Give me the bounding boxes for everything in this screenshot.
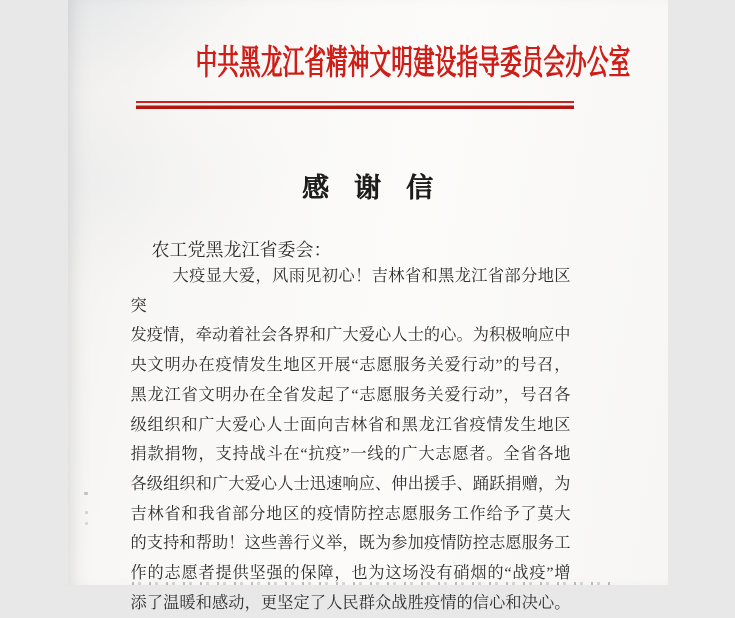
scanned-letter-page	[68, 0, 668, 612]
scan-speck	[85, 511, 88, 514]
letterhead-divider-line	[136, 101, 574, 109]
body-line-3: 央文明办在疫情发生地区开展“志愿服务关爱行动”的号召，	[130, 356, 571, 375]
letter-title	[68, 166, 668, 205]
letter-body	[131, 262, 571, 618]
letter-title-text: 感谢信	[302, 173, 458, 203]
scan-speck	[85, 522, 88, 525]
body-line-2: 发疫情，牵动着社会各界和广大爱心人士的心。为积极响应中	[130, 326, 571, 345]
body-line-10: 作的志愿者提供坚强的保障，也为这场没有硝烟的“战疫”增	[130, 564, 571, 583]
body-line-7: 各级组织和广大爱心人士迅速响应、伸出援手、踊跃捐赠，为	[130, 474, 571, 493]
letterhead-org-name	[68, 44, 658, 84]
body-line-5: 级组织和广大爱心人士面向吉林省和黑龙江省疫情发生地区	[130, 415, 571, 434]
body-line-11: 添了温暖和感动，更坚定了人民群众战胜疫情的信心和决心。	[130, 593, 571, 612]
body-line-4: 黑龙江省文明办在全省发起了“志愿服务关爱行动”，号召各	[130, 385, 571, 404]
body-line-8: 吉林省和我省部分地区的疫情防控志愿服务工作给予了莫大	[130, 504, 571, 523]
body-line-1: 大疫显大爱，风雨见初心！吉林省和黑龙江省部分地区突	[130, 267, 571, 315]
letterhead-org-name-text: 中共黑龙江省精神文明建设指导委员会办公室	[195, 45, 630, 82]
cutoff-next-line-strip	[132, 582, 612, 585]
body-line-9: 的支持和帮助！这些善行义举，既为参加疫情防控志愿服务工	[130, 534, 571, 553]
body-line-6: 捐款捐物，支持战斗在“抗疫”一线的广大志愿者。全省各地	[130, 445, 571, 464]
salutation: 农工党黑龙江省委会：	[151, 240, 332, 260]
scan-speck	[84, 492, 88, 495]
